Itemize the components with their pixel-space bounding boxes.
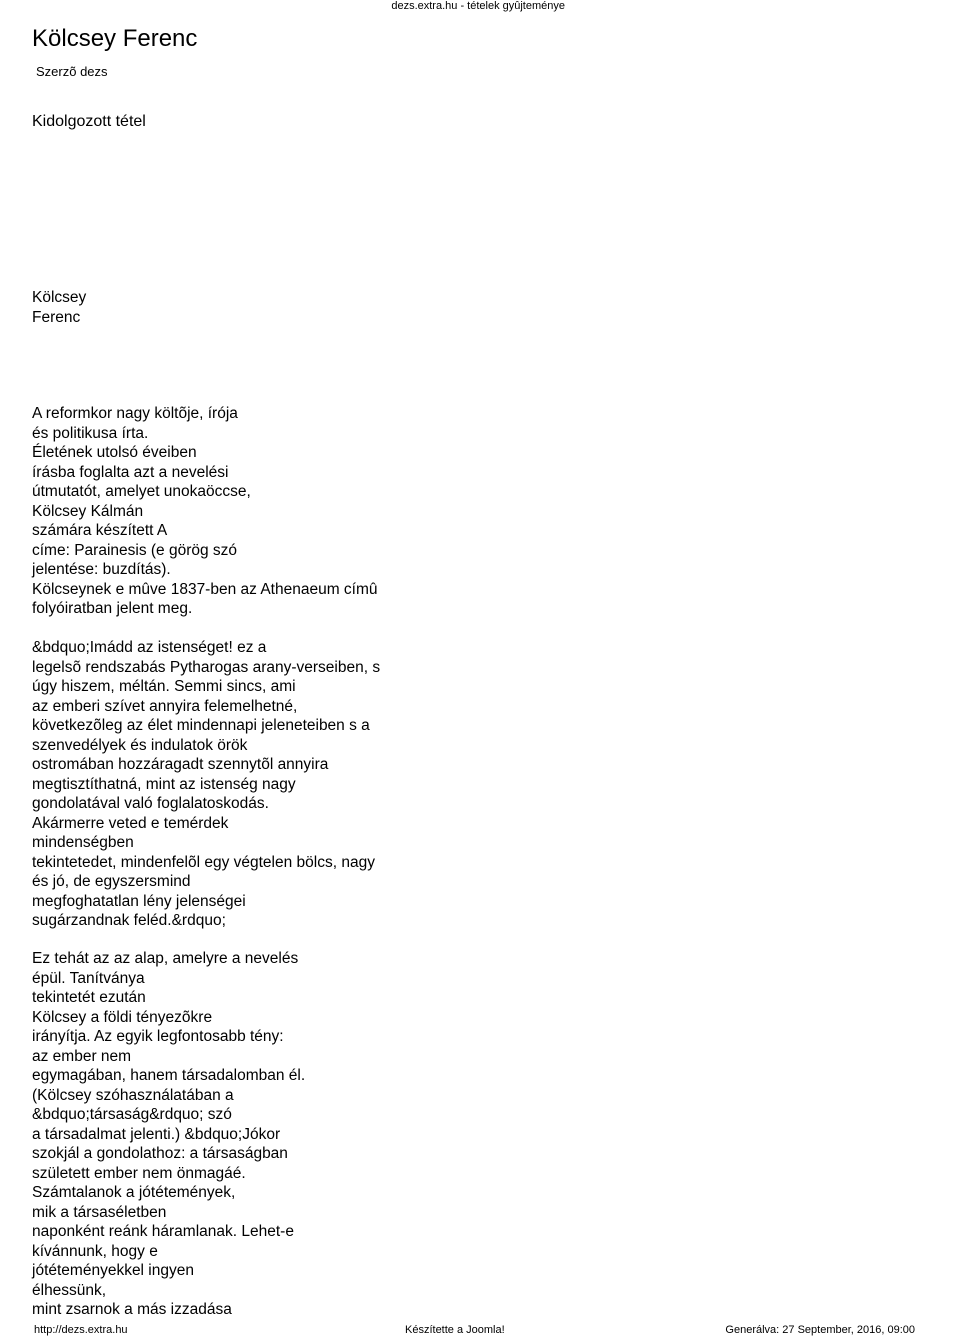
text-line: legelsõ rendszabás Pytharogas arany-verseiben, s — [32, 658, 381, 676]
text-line: szenvedélyek és indulatok örök — [32, 736, 248, 754]
heading-block — [32, 288, 86, 327]
text-line: és politikusa írta. — [32, 424, 149, 442]
text-line: szokjál a gondolathoz: a társaságban — [32, 1145, 288, 1162]
text-line: Kölcsey Kálmán — [32, 502, 144, 520]
text-line: Számtalanok a jótétemények, — [32, 1184, 236, 1201]
article-title: Kölcsey Ferenc — [32, 25, 198, 52]
text-line: ostromában hozzáragadt szennytõl annyira — [32, 756, 329, 773]
text-line: épül. Tanítványa — [32, 969, 145, 987]
article-author: Szerzõ dezs — [36, 64, 108, 79]
text-line: úgy hiszem, méltán. Semmi sincs, ami — [32, 678, 296, 695]
text-line: naponként reánk háramlanak. Lehet-e — [32, 1223, 294, 1240]
text-line: tekintetedet, mindenfelõl egy végtelen bölcs, nagy — [32, 853, 375, 871]
text-line: Akármerre veted e temérdek — [32, 814, 229, 832]
article-type: Kidolgozott tétel — [32, 113, 146, 130]
text-line: mindenségben — [32, 834, 134, 851]
body-paragraph — [32, 949, 305, 1320]
text-line: írásba foglalta azt a nevelési — [32, 463, 229, 481]
text-line: élhessünk, — [32, 1281, 107, 1299]
text-line: &bdquo;Imádd az istenséget! ez a — [32, 639, 267, 656]
text-line: és jó, de egyszersmind — [32, 873, 191, 890]
text-line: született ember nem önmagáé. — [32, 1164, 246, 1182]
text-line: kívánnunk, hogy e — [32, 1242, 158, 1260]
text-line: A reformkor nagy költõje, írója — [32, 405, 238, 422]
footer-url: http://dezs.extra.hu — [34, 1324, 128, 1336]
text-line: (Kölcsey szóhasználatában a — [32, 1086, 234, 1104]
text-line: következõleg az élet mindennapi jeleneteiben s a — [32, 717, 370, 734]
text-line: egymagában, hanem társadalomban él. — [32, 1067, 306, 1084]
text-line: gondolatával való foglalatoskodás. — [32, 795, 269, 812]
text-line: megfoghatatlan lény jelenségei — [32, 892, 246, 910]
footer-made-with: Készítette a Joomla! — [405, 1324, 505, 1336]
text-line: Kölcsey a földi tényezõkre — [32, 1008, 213, 1026]
text-line: megtisztíthatná, mint az istenség nagy — [32, 775, 296, 793]
quote-paragraph — [32, 638, 380, 931]
footer-generated: Generálva: 27 September, 2016, 09:00 — [725, 1324, 915, 1336]
text-line: jótéteményekkel ingyen — [32, 1262, 194, 1279]
text-line: irányítja. Az egyik legfontosabb tény: — [32, 1028, 284, 1045]
text-line: jelentése: buzdítás). — [32, 561, 171, 578]
text-line: a társadalmat jelenti.) &bdquo;Jókor — [32, 1125, 281, 1143]
intro-paragraph — [32, 404, 378, 619]
text-line: az emberi szívet annyira felemelhetné, — [32, 697, 298, 715]
text-line: az ember nem — [32, 1047, 132, 1065]
text-line: folyóiratban jelent meg. — [32, 600, 193, 617]
text-line: tekintetét ezután — [32, 989, 146, 1006]
text-line: mik a társaséletben — [32, 1203, 167, 1221]
text-line: &bdquo;társaság&rdquo; szó — [32, 1106, 232, 1123]
text-line: Életének utolsó éveiben — [32, 444, 197, 461]
site-header: dezs.extra.hu - tételek gyûjteménye — [391, 0, 565, 12]
text-line: sugárzandnak feléd.&rdquo; — [32, 912, 226, 929]
text-line: Ferenc — [32, 308, 81, 326]
text-line: útmutatót, amelyet unokaöccse, — [32, 483, 251, 500]
text-line: mint zsarnok a más izzadása — [32, 1301, 232, 1318]
text-line: Ez tehát az az alap, amelyre a nevelés — [32, 950, 299, 967]
text-line: Kölcsey — [32, 289, 87, 306]
text-line: Kölcseynek e mûve 1837-ben az Athenaeum címû — [32, 580, 378, 598]
text-line: címe: Parainesis (e görög szó — [32, 541, 238, 559]
text-line: számára készített A — [32, 522, 168, 539]
